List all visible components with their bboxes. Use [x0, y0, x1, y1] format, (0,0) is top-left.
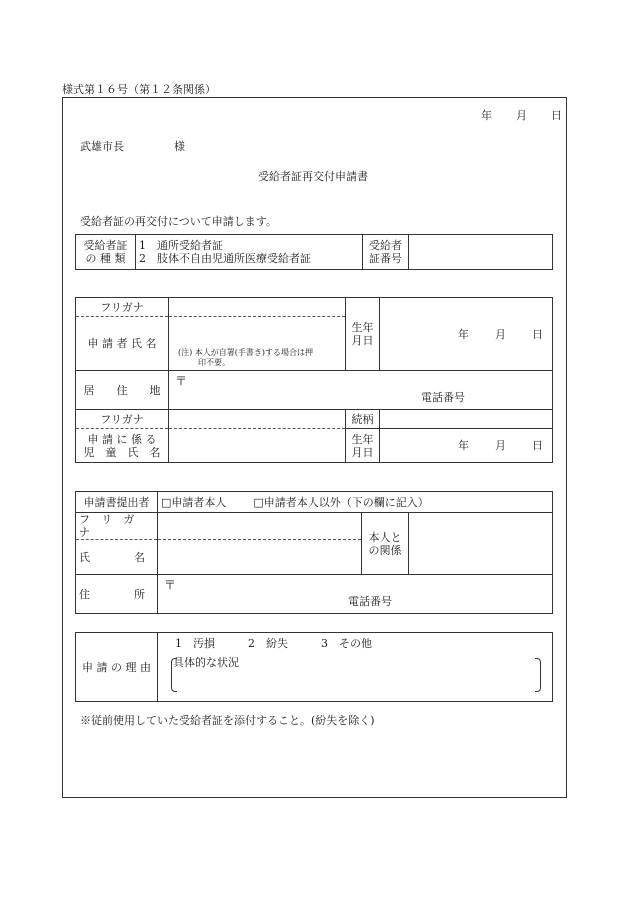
- submitter-option-self[interactable]: □申請者本人: [161, 495, 227, 509]
- addressee-honorific: 様: [174, 140, 185, 153]
- intro-text: 受給者証の再交付について申請します。: [80, 215, 277, 228]
- applicant-address-field[interactable]: [169, 371, 553, 410]
- applicant-furigana-label: フリガナ: [76, 298, 169, 317]
- submitter-name-label: 氏 名: [76, 540, 158, 575]
- applicant-address-label: 居 住 地: [76, 371, 169, 410]
- cert-table: [75, 234, 553, 270]
- submitter-relation-field[interactable]: [409, 513, 553, 575]
- submitter-name-field[interactable]: [158, 540, 362, 575]
- submitter-phone-label: 電話番号: [348, 595, 392, 608]
- child-birth-day: 日: [532, 439, 543, 452]
- submitter-relation-label: 本人と の関係: [362, 513, 409, 575]
- cert-number-label: 受給者 証番号: [363, 235, 409, 270]
- reason-detail-label: 具体的な状況: [173, 656, 239, 669]
- cert-number-field[interactable]: [409, 235, 553, 270]
- detail-bracket-left: [171, 658, 177, 692]
- form-title: 受給者証再交付申請書: [258, 170, 368, 183]
- child-name-field[interactable]: [169, 429, 346, 463]
- applicant-birth-label: 生年 月日: [346, 298, 380, 371]
- header-year: 年: [481, 109, 492, 122]
- reason-field[interactable]: [158, 633, 553, 702]
- seal-note-line1: (注) 本人が自署(手書き)する場合は押: [178, 348, 314, 357]
- submitter-postal-mark: 〒: [164, 578, 177, 592]
- submitter-options: [158, 492, 553, 513]
- reason-table: [75, 632, 553, 702]
- form-number: 様式第１６号（第１２条関係）: [62, 83, 216, 96]
- cert-type-options[interactable]: [136, 235, 363, 270]
- applicant-name-field[interactable]: [169, 317, 346, 371]
- submitter-furigana-field[interactable]: [158, 513, 362, 540]
- addressee-mayor: 武雄市長: [80, 140, 124, 153]
- applicant-birth-field[interactable]: [380, 298, 553, 371]
- applicant-postal-mark: 〒: [175, 374, 188, 388]
- seal-note-line2: 印不要。: [198, 358, 230, 367]
- reason-label: 申 請 の 理 由: [76, 633, 158, 702]
- header-month: 月: [516, 109, 527, 122]
- reason-options[interactable]: 1 汚損 2 紛失 3 その他: [175, 637, 372, 650]
- cert-option-1[interactable]: 1 通所受給者証: [139, 239, 223, 252]
- applicant-name-label: 申 請 者 氏 名: [76, 317, 169, 371]
- relation-field[interactable]: [380, 410, 553, 429]
- child-name-label: 申 請 に 係 る 児 童 氏 名: [76, 429, 169, 463]
- child-furigana-label: フリガナ: [76, 410, 169, 429]
- submitter-furigana-label: フ リ ガ ナ: [76, 513, 158, 540]
- detail-bracket-right: [535, 658, 541, 692]
- submitter-option-other[interactable]: □申請者本人以外（下の欄に記入）: [253, 495, 429, 509]
- applicant-birth-year: 年: [458, 327, 469, 341]
- header-day: 日: [551, 109, 562, 122]
- child-birth-month: 月: [495, 439, 506, 452]
- submitter-address-label: 住 所: [76, 575, 158, 614]
- submitter-table: [75, 491, 553, 614]
- relation-label: 続柄: [346, 410, 380, 429]
- footnote: ※従前使用していた受給者証を添付すること。(紛失を除く): [80, 714, 375, 727]
- applicant-birth-month: 月: [495, 327, 506, 341]
- submitter-label: 申請書提出者: [76, 492, 158, 513]
- cert-type-label: 受給者証 の 種 類: [76, 235, 136, 270]
- child-furigana-field[interactable]: [169, 410, 346, 429]
- child-birth-year: 年: [458, 439, 469, 452]
- cert-option-2[interactable]: 2 肢体不自由児通所医療受給者証: [139, 252, 311, 265]
- child-birth-label: 生年 月日: [346, 429, 380, 463]
- applicant-birth-day: 日: [532, 327, 543, 341]
- applicant-table: [75, 297, 553, 463]
- child-birth-field[interactable]: [380, 429, 553, 463]
- applicant-furigana-field[interactable]: [169, 298, 346, 317]
- applicant-phone-label: 電話番号: [421, 391, 465, 404]
- submitter-address-field[interactable]: [158, 575, 553, 614]
